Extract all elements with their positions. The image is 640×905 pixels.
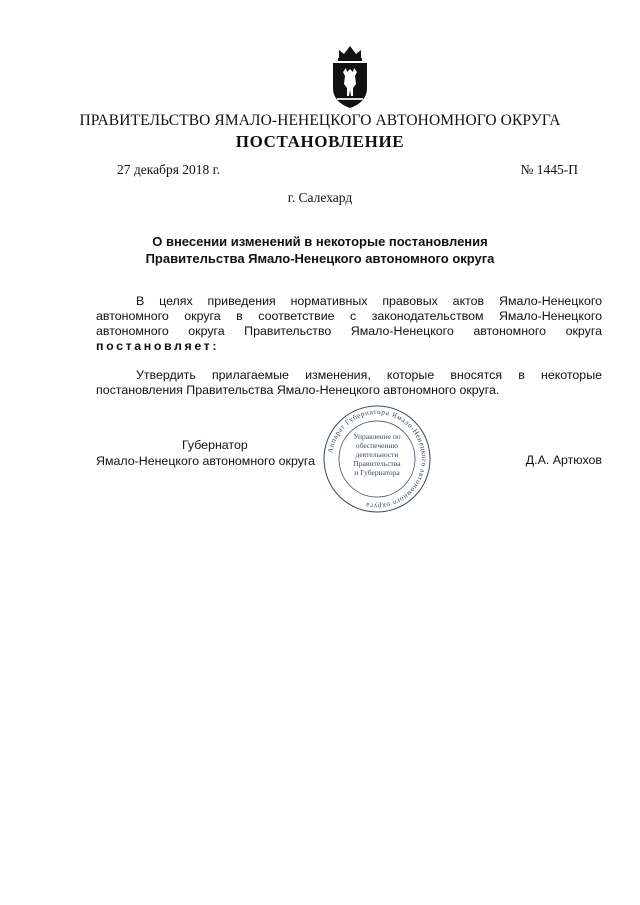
decree-number: № 1445-П: [520, 162, 578, 177]
subject-line-1: О внесении изменений в некоторые постановления: [152, 234, 488, 249]
decree-date: 27 декабря 2018 г.: [117, 162, 221, 177]
preamble-line-2: автономного округа в соответствие с законодательством Ямало-Ненецкого: [96, 309, 602, 323]
stamp-line-4: Правительства: [353, 459, 401, 468]
preamble-line-1: В целях приведения нормативных правовых актов Ямало-Ненецкого: [136, 294, 602, 308]
government-title: ПРАВИТЕЛЬСТВО ЯМАЛО-НЕНЕЦКОГО АВТОНОМНОГО ОКРУГА: [79, 112, 561, 129]
preamble-line-3: автономного округа Правительство Ямало-Ненецкого автономного округа: [96, 324, 602, 338]
stamp-line-5: и Губернатора: [354, 468, 400, 477]
coat-of-arms-icon: [329, 44, 371, 110]
document-type: ПОСТАНОВЛЕНИЕ: [235, 132, 405, 151]
position-line-2: Ямало-Ненецкого автономного округа: [96, 454, 316, 468]
stamp-line-2: обеспечению: [355, 441, 399, 450]
decree-word: постановляет:: [96, 339, 220, 353]
operative-line-1: Утвердить прилагаемые изменения, которые вносятся в некоторые: [136, 368, 602, 382]
preamble-paragraph: [96, 294, 602, 354]
stamp-line-1: Управление по: [353, 432, 401, 441]
position-line-1: Губернатор: [182, 438, 248, 452]
subject-line-2: Правительства Ямало-Ненецкого автономного округа: [145, 251, 495, 266]
decree-city: г. Салехард: [287, 190, 353, 205]
signatory-position: [96, 437, 336, 469]
signatory-name: Д.А. Артюхов: [525, 453, 602, 467]
stamp-line-3: деятельности: [355, 450, 399, 459]
stamp-ring-text: Аппарат Губернатора Ямало-Ненецкого автономного округа: [326, 407, 429, 511]
operative-line-2: постановления Правительства Ямало-Ненецкого автономного округа.: [96, 383, 500, 397]
decree-subject: [0, 233, 640, 267]
operative-paragraph: [96, 368, 602, 398]
stamp-inner-text: [340, 432, 414, 477]
